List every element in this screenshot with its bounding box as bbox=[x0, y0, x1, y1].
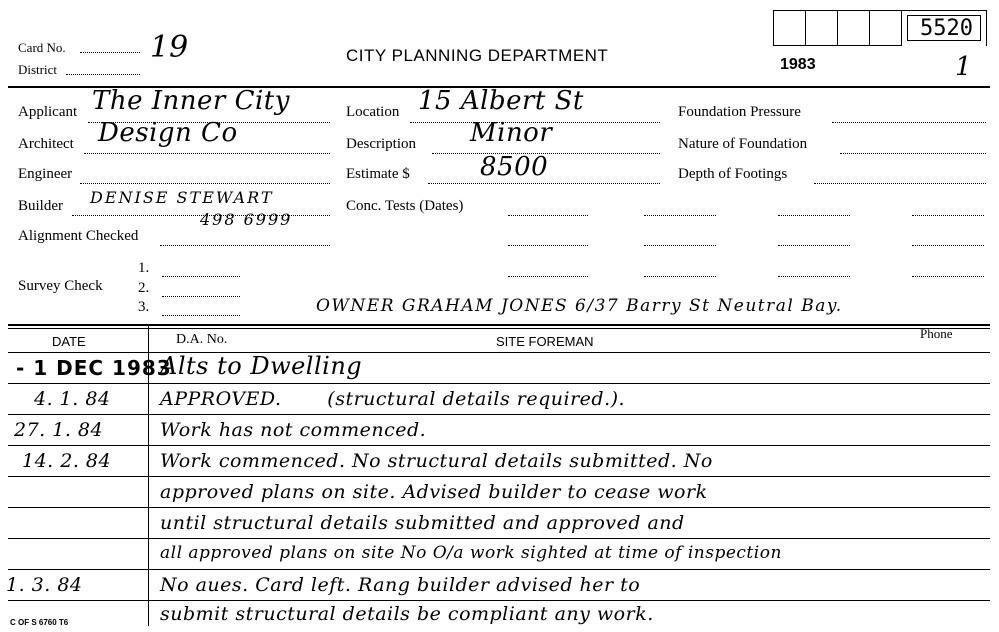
district-dots bbox=[66, 74, 140, 75]
conc-dots-11 bbox=[778, 276, 850, 277]
da-header: D.A. No. bbox=[176, 332, 228, 347]
depth-footings-dots bbox=[814, 183, 986, 184]
survey-3-dots bbox=[162, 315, 240, 316]
survey-2-dots bbox=[162, 296, 240, 297]
engineer-dots bbox=[80, 183, 330, 184]
table-top-rule bbox=[8, 324, 990, 326]
survey-1-dots bbox=[162, 276, 240, 277]
card-number-box-2 bbox=[805, 10, 838, 46]
district-value: 19 bbox=[150, 30, 189, 65]
conc-dots-8 bbox=[912, 245, 984, 246]
estimate-dots bbox=[428, 183, 660, 184]
row-4-text: approved plans on site. Advised builder to cease work bbox=[160, 481, 708, 503]
date-header: DATE bbox=[52, 334, 86, 349]
engineer-label: Engineer bbox=[18, 166, 73, 182]
foundation-pressure-label: Foundation Pressure bbox=[678, 104, 801, 120]
row-rule-6 bbox=[8, 538, 990, 539]
row-7-date: 1. 3. 84 bbox=[6, 574, 83, 596]
applicant-label: Applicant bbox=[18, 104, 78, 120]
conc-tests-label: Conc. Tests (Dates) bbox=[346, 198, 464, 214]
depth-footings-label: Depth of Footings bbox=[678, 166, 788, 182]
conc-dots-7 bbox=[778, 245, 850, 246]
alignment-dots bbox=[160, 245, 330, 246]
table-top-rule-2 bbox=[8, 328, 990, 329]
card-number-box-4 bbox=[869, 10, 902, 46]
row-rule-4 bbox=[8, 476, 990, 477]
card-no-label: Card No. bbox=[18, 40, 66, 55]
survey-3: 3. bbox=[138, 299, 150, 315]
estimate-value: 8500 bbox=[480, 152, 549, 182]
nature-foundation-dots bbox=[840, 153, 986, 154]
conc-dots-2 bbox=[644, 215, 716, 216]
row-5-text: until structural details submitted and approved and bbox=[160, 512, 685, 534]
description-label: Description bbox=[346, 136, 416, 152]
architect-dots bbox=[84, 153, 330, 154]
row-2-date: 27. 1. 84 bbox=[14, 419, 104, 441]
row-3-date: 14. 2. 84 bbox=[22, 450, 112, 472]
row-0-date: - 1 DEC 1983 bbox=[16, 356, 172, 380]
row-1-date: 4. 1. 84 bbox=[34, 388, 111, 410]
form-code: C OF S 6760 T6 bbox=[10, 618, 69, 627]
row-rule-7 bbox=[8, 569, 990, 570]
architect-value: Design Co bbox=[98, 118, 238, 148]
location-value: 15 Albert St bbox=[418, 86, 584, 116]
foundation-pressure-dots bbox=[832, 122, 986, 123]
card-number-box-3 bbox=[837, 10, 870, 46]
location-label: Location bbox=[346, 104, 400, 120]
builder-phone: 498 6999 bbox=[200, 210, 293, 229]
owner-line: OWNER GRAHAM JONES 6/37 Barry St Neutral Bay. bbox=[316, 296, 843, 316]
conc-dots-9 bbox=[508, 276, 588, 277]
row-rule-3 bbox=[8, 445, 990, 446]
card-no-dots bbox=[80, 52, 140, 53]
estimate-label: Estimate $ bbox=[346, 166, 410, 182]
survey-2: 2. bbox=[138, 280, 150, 296]
year: 1983 bbox=[780, 56, 816, 73]
card-number-box-1 bbox=[773, 10, 806, 46]
row-rule-0 bbox=[8, 352, 990, 353]
conc-dots-3 bbox=[778, 215, 850, 216]
row-rule-8 bbox=[8, 600, 990, 601]
builder-value: DENISE STEWART bbox=[90, 188, 274, 207]
conc-dots-5 bbox=[508, 245, 588, 246]
row-rule-5 bbox=[8, 507, 990, 508]
survey-1: 1. bbox=[138, 260, 150, 276]
conc-dots-4 bbox=[912, 215, 984, 216]
conc-dots-1 bbox=[508, 215, 588, 216]
phone-header: Phone bbox=[920, 326, 953, 341]
row-rule-1 bbox=[8, 383, 990, 384]
row-rule-2 bbox=[8, 414, 990, 415]
description-value: Minor bbox=[470, 118, 553, 148]
conc-dots-12 bbox=[912, 276, 984, 277]
year-suffix: 1 bbox=[955, 52, 973, 82]
page-title: CITY PLANNING DEPARTMENT bbox=[346, 46, 609, 65]
row-6-text: all approved plans on site No O/a work sighted at time of inspection bbox=[160, 543, 782, 563]
conc-dots-6 bbox=[644, 245, 716, 246]
alignment-label: Alignment Checked bbox=[18, 228, 139, 244]
card-number: 5520 bbox=[920, 16, 973, 41]
architect-label: Architect bbox=[18, 136, 74, 152]
district-label: District bbox=[18, 62, 57, 77]
row-3-text: Work commenced. No structural details submitted. No bbox=[160, 450, 713, 472]
nature-foundation-label: Nature of Foundation bbox=[678, 136, 808, 152]
conc-dots-10 bbox=[644, 276, 716, 277]
foreman-header: SITE FOREMAN bbox=[496, 334, 594, 349]
row-2-text: Work has not commenced. bbox=[160, 419, 427, 441]
row-8-text: submit structural details be compliant any work. bbox=[160, 603, 654, 625]
row-0-text: Alts to Dwelling bbox=[160, 352, 363, 380]
survey-label: Survey Check bbox=[18, 278, 103, 294]
builder-label: Builder bbox=[18, 198, 63, 214]
applicant-value: The Inner City bbox=[92, 86, 290, 116]
row-7-text: No aues. Card left. Rang builder advised her to bbox=[160, 574, 641, 596]
row-1-text: APPROVED. (structural details required.). bbox=[160, 388, 626, 410]
